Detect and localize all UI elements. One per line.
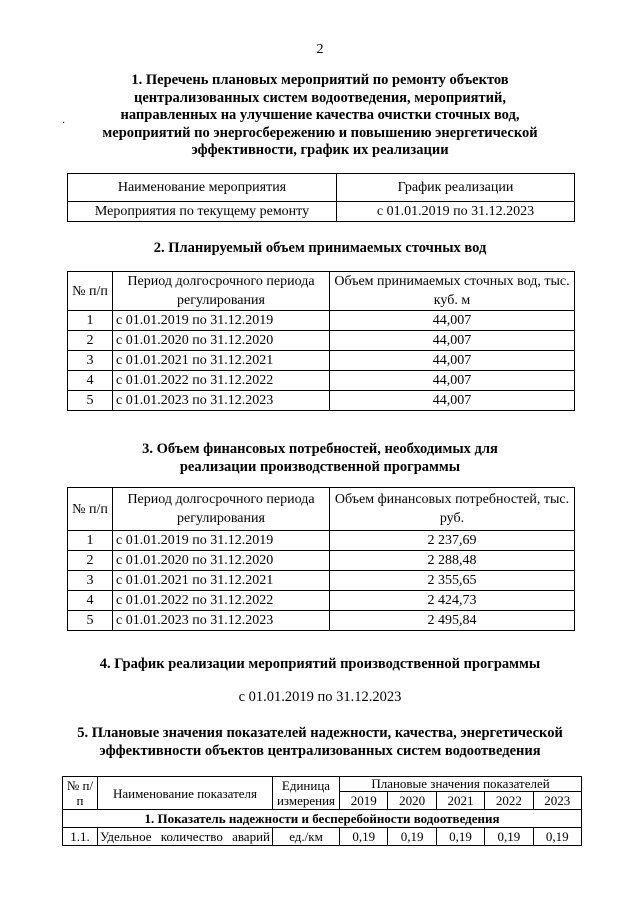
header-year: 2019: [340, 792, 388, 810]
section3-title-line: реализации производственной программы: [179, 458, 461, 475]
cell-value: 0,19: [388, 828, 436, 846]
section1-title-line: направленных на улучшение качества очистки сточных вод,: [120, 107, 520, 123]
cell-num: 1: [68, 531, 113, 551]
header-activity: Наименование мероприятия: [68, 174, 337, 202]
cell-volume: 44,007: [330, 371, 575, 391]
cell-finance: 2 355,65: [330, 571, 575, 591]
cell-num: 5: [68, 611, 113, 631]
table-row: [68, 611, 575, 631]
cell-finance: 2 237,69: [330, 531, 575, 551]
section4-title: 4. График реализации мероприятий производственной программы: [99, 656, 541, 672]
table-row: [68, 351, 575, 371]
table-header-row: [63, 777, 582, 792]
header-year: 2023: [533, 792, 581, 810]
header-plan-values: Плановые значения показателей: [340, 777, 582, 792]
section1-title-line: 1. Перечень плановых мероприятий по ремонту объектов: [131, 72, 509, 88]
header-finance: Объем финансовых потребностей, тыс. руб.: [330, 488, 575, 531]
cell-value: 0,19: [533, 828, 581, 846]
table-row: [63, 828, 582, 846]
cell-activity: Мероприятия по текущему ремонту: [68, 202, 337, 222]
cell-value: 0,19: [340, 828, 388, 846]
cell-num: 2: [68, 331, 113, 351]
cell-period: с 01.01.2021 по 31.12.2021: [113, 351, 330, 371]
scan-mark: ·: [62, 118, 66, 129]
cell-period: с 01.01.2023 по 31.12.2023: [113, 611, 330, 631]
cell-indicator: Удельное количество аварий: [98, 828, 273, 846]
section5-title-line: 5. Плановые значения показателей надежности, качества, энергетической: [77, 725, 563, 741]
table-row: [68, 591, 575, 611]
header-num: № п/п: [63, 777, 98, 810]
cell-finance: 2 288,48: [330, 551, 575, 571]
cell-volume: 44,007: [330, 311, 575, 331]
table-row: [68, 202, 575, 222]
section1-title-line: мероприятий по энергосбережению и повышению энергетической: [102, 124, 538, 141]
header-num: № п/п: [68, 488, 113, 531]
header-volume: Объем принимаемых сточных вод, тыс. куб. м: [330, 272, 575, 311]
header-unit: Единица измерения: [273, 777, 340, 810]
table-row: [68, 391, 575, 411]
table-row: [68, 571, 575, 591]
cell-period: с 01.01.2019 по 31.12.2019: [113, 531, 330, 551]
header-schedule: График реализации: [337, 174, 575, 202]
cell-volume: 44,007: [330, 351, 575, 371]
cell-unit: ед./км: [273, 828, 340, 846]
table-header-row: [68, 488, 575, 531]
section1-title-line: централизованных систем водоотведения, мероприятий,: [134, 89, 506, 106]
cell-num: 4: [68, 371, 113, 391]
section2-table: [67, 271, 575, 411]
header-num: № п/п: [68, 272, 113, 311]
cell-period: с 01.01.2019 по 31.12.2019: [113, 311, 330, 331]
header-year: 2022: [485, 792, 533, 810]
table-header-row: [68, 174, 575, 202]
table-row: [68, 371, 575, 391]
header-period: Период долгосрочного периода регулирования: [113, 488, 330, 531]
cell-num: 3: [68, 351, 113, 371]
table-header-row: [68, 272, 575, 311]
section3-table: [67, 487, 575, 631]
table-row: [68, 331, 575, 351]
table-row: [68, 311, 575, 331]
cell-value: 0,19: [485, 828, 533, 846]
cell-num: 5: [68, 391, 113, 411]
cell-volume: 44,007: [330, 331, 575, 351]
cell-num: 4: [68, 591, 113, 611]
cell-finance: 2 495,84: [330, 611, 575, 631]
cell-finance: 2 424,73: [330, 591, 575, 611]
section1-title: [60, 72, 580, 160]
cell-period: с 01.01.2021 по 31.12.2021: [113, 571, 330, 591]
cell-period: с 01.01.2020 по 31.12.2020: [113, 331, 330, 351]
cell-num: 2: [68, 551, 113, 571]
group-title: 1. Показатель надежности и бесперебойности водоотведения: [63, 810, 582, 828]
section5-table: [62, 776, 582, 846]
cell-schedule: с 01.01.2019 по 31.12.2023: [337, 202, 575, 222]
cell-period: с 01.01.2020 по 31.12.2020: [113, 551, 330, 571]
cell-period: с 01.01.2023 по 31.12.2023: [113, 391, 330, 411]
page-number: 2: [316, 42, 324, 57]
table-row: [68, 551, 575, 571]
section4-period: с 01.01.2019 по 31.12.2023: [238, 689, 402, 705]
section3-title-line: 3. Объем финансовых потребностей, необходимых для: [142, 441, 498, 457]
section1-title-line: эффективности, график их реализации: [191, 142, 449, 158]
section5-title: [30, 725, 610, 760]
section5-title-line: эффективности объектов централизованных систем водоотведения: [99, 742, 541, 759]
cell-period: с 01.01.2022 по 31.12.2022: [113, 371, 330, 391]
cell-num: 1.1.: [63, 828, 98, 846]
cell-num: 1: [68, 311, 113, 331]
cell-period: с 01.01.2022 по 31.12.2022: [113, 591, 330, 611]
cell-value: 0,19: [436, 828, 484, 846]
section1-table: [67, 173, 575, 222]
header-year: 2020: [388, 792, 436, 810]
table-group-row: [63, 810, 582, 828]
cell-num: 3: [68, 571, 113, 591]
header-indicator: Наименование показателя: [98, 777, 273, 810]
section2-title: 2. Планируемый объем принимаемых сточных вод: [153, 240, 487, 256]
header-year: 2021: [436, 792, 484, 810]
header-period: Период долгосрочного периода регулирования: [113, 272, 330, 311]
cell-volume: 44,007: [330, 391, 575, 411]
section3-title: [60, 441, 580, 476]
table-row: [68, 531, 575, 551]
